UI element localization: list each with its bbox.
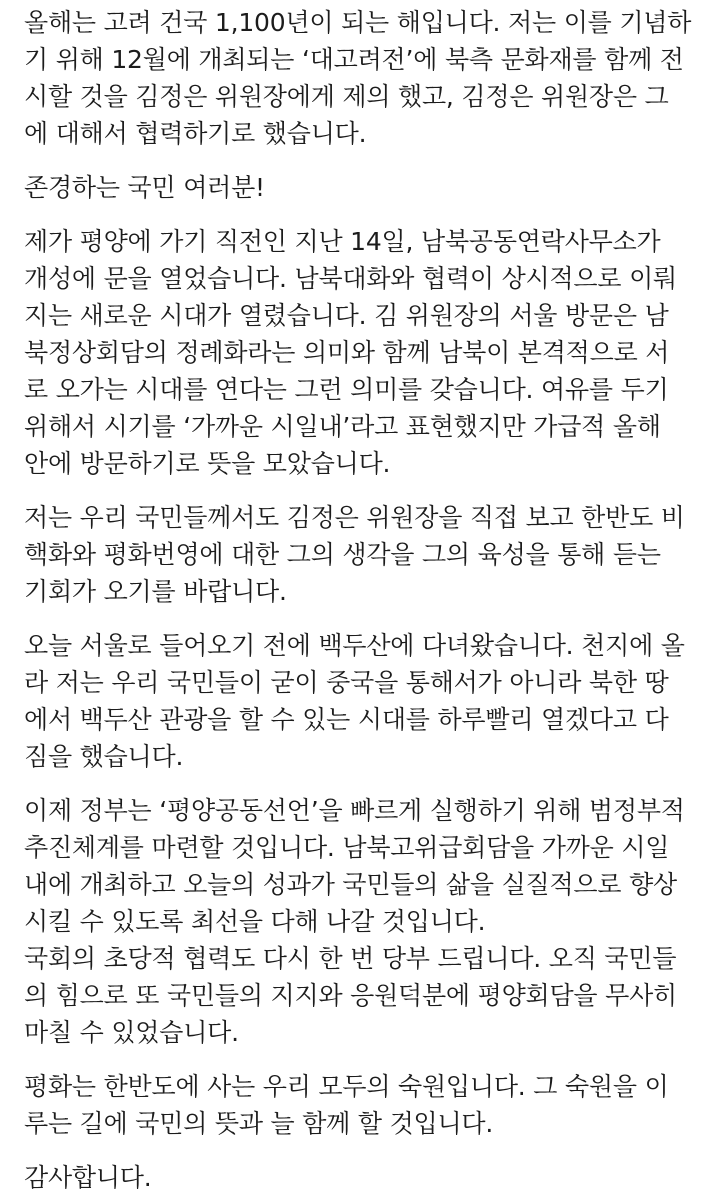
text-line: 저는 우리 국민들께서도 김정은 위원장을 직접 보고 한반도 비: [24, 503, 685, 532]
text-line: 기 위해 12월에 개최되는 ‘대고려전’에 북측 문화재를 함께 전: [24, 45, 684, 74]
text-line: 북정상회담의 정례화라는 의미와 함께 남북이 본격적으로 서: [24, 338, 670, 367]
text-line: 평화는 한반도에 사는 우리 모두의 숙원입니다. 그 숙원을 이: [24, 1072, 669, 1101]
text-line: 올해는 고려 건국 1,100년이 되는 해입니다. 저는 이를 기념하: [24, 8, 692, 37]
text-line: 라 저는 우리 국민들이 굳이 중국을 통해서가 아니라 북한 땅: [24, 668, 669, 697]
paragraph-greeting: [24, 169, 696, 206]
text-line: 개성에 문을 열었습니다. 남북대화와 협력이 상시적으로 이뤄: [24, 264, 677, 293]
text-line: 핵화와 평화번영에 대한 그의 생각을 그의 육성을 통해 듣는: [24, 540, 661, 569]
text-line: 이제 정부는 ‘평양공동선언’을 빠르게 실행하기 위해 범정부적: [24, 796, 685, 825]
text-line: 감사합니다.: [24, 1163, 152, 1192]
paragraph-government-plan: [24, 792, 696, 940]
text-line: 추진체계를 마련할 것입니다. 남북고위급회담을 가까운 시일: [24, 833, 670, 862]
text-line: 시할 것을 김정은 위원장에게 제의 했고, 김정은 위원장은 그: [24, 82, 669, 111]
text-line: 존경하는 국민 여러분!: [24, 173, 265, 202]
paragraph-peace: [24, 1068, 696, 1142]
text-line: 마칠 수 있었습니다.: [24, 1018, 239, 1047]
paragraph-thanks: [24, 1159, 696, 1196]
text-line: 제가 평양에 가기 직전인 지난 14일, 남북공동연락사무소가: [24, 227, 661, 256]
paragraph-goryeo: [24, 4, 696, 152]
text-line: 에서 백두산 관광을 할 수 있는 시대를 하루빨리 열겠다고 다: [24, 705, 669, 734]
paragraph-national-assembly: [24, 940, 696, 1051]
paragraph-baekdu: [24, 627, 696, 775]
paragraph-liaison-office: [24, 223, 696, 482]
text-line: 에 대해서 협력하기로 했습니다.: [24, 119, 367, 148]
text-line: 안에 방문하기로 뜻을 모았습니다.: [24, 449, 391, 478]
text-line: 시킬 수 있도록 최선을 다해 나갈 것입니다.: [24, 907, 486, 936]
text-line: 의 힘으로 또 국민들의 지지와 응원덕분에 평양회담을 무사히: [24, 981, 677, 1010]
text-line: 국회의 초당적 협력도 다시 한 번 당부 드립니다. 오직 국민들: [24, 944, 677, 973]
text-line: 기회가 오기를 바랍니다.: [24, 577, 287, 606]
paragraph-denuclearization: [24, 499, 696, 610]
text-line: 로 오가는 시대를 연다는 그런 의미를 갖습니다. 여유를 두기: [24, 375, 669, 404]
text-line: 지는 새로운 시대가 열렸습니다. 김 위원장의 서울 방문은 남: [24, 301, 669, 330]
text-line: 짐을 했습니다.: [24, 742, 184, 771]
text-line: 내에 개최하고 오늘의 성과가 국민들의 삶을 실질적으로 향상: [24, 870, 677, 899]
text-line: 루는 길에 국민의 뜻과 늘 함께 할 것입니다.: [24, 1109, 494, 1138]
text-line: 위해서 시기를 ‘가까운 시일내’라고 표현했지만 가급적 올해: [24, 412, 661, 441]
text-line: 오늘 서울로 들어오기 전에 백두산에 다녀왔습니다. 천지에 올: [24, 631, 685, 660]
